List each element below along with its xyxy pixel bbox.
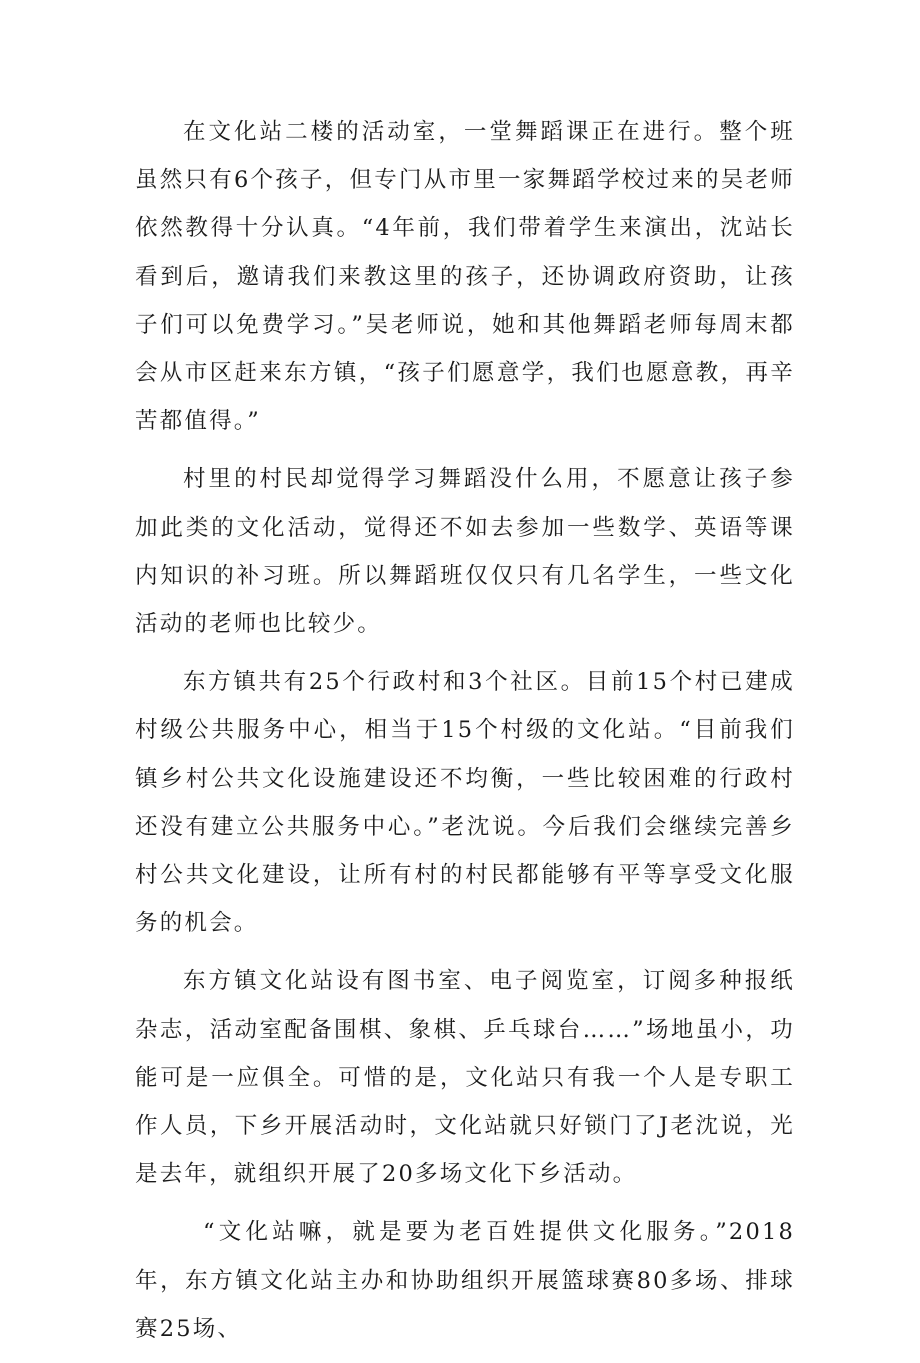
paragraph-dance-class: 在文化站二楼的活动室，一堂舞蹈课正在进行。整个班虽然只有6个孩子，但专门从市里一家舞蹈学校过来的吴老师依然教得十分认真。“4年前，我们带着学生来演出，沈站长看到后，邀请我们来教这里的孩子，还协调政府资助，让孩子们可以免费学习。”吴老师说，她和其他舞蹈老师每周末都会从市区赶来东方镇，“孩子们愿意学，我们也愿意教，再辛苦都值得。”	[135, 119, 795, 435]
paragraph-villagers-view: 村里的村民却觉得学习舞蹈没什么用，不愿意让孩子参加此类的文化活动，觉得还不如去参加一些数学、英语等课内知识的补习班。所以舞蹈班仅仅只有几名学生，一些文化活动的老师也比较少。	[135, 466, 795, 638]
paragraph-2018-activities: “文化站嘛，就是要为老百姓提供文化服务。”2018年，东方镇文化站主办和协助组织开展篮球赛80多场、排球赛25场、	[135, 1219, 795, 1342]
paragraph-station-facilities: 东方镇文化站设有图书室、电子阅览室，订阅多种报纸杂志，活动室配备围棋、象棋、乒乓球台……”场地虽小，功能可是一应俱全。可惜的是，文化站只有我一个人是专职工作人员，下乡开展活动时，文化站就只好锁门了J老沈说，光是去年，就组织开展了20多场文化下乡活动。	[135, 968, 795, 1188]
document-body	[135, 108, 795, 1363]
paragraph-service-centers: 东方镇共有25个行政村和3个社区。目前15个村已建成村级公共服务中心，相当于15个村级的文化站。“目前我们镇乡村公共文化设施建设还不均衡，一些比较困难的行政村还没有建立公共服务中心。”老沈说。今后我们会继续完善乡村公共文化建设，让所有村的村民都能够有平等享受文化服务的机会。	[135, 669, 795, 937]
